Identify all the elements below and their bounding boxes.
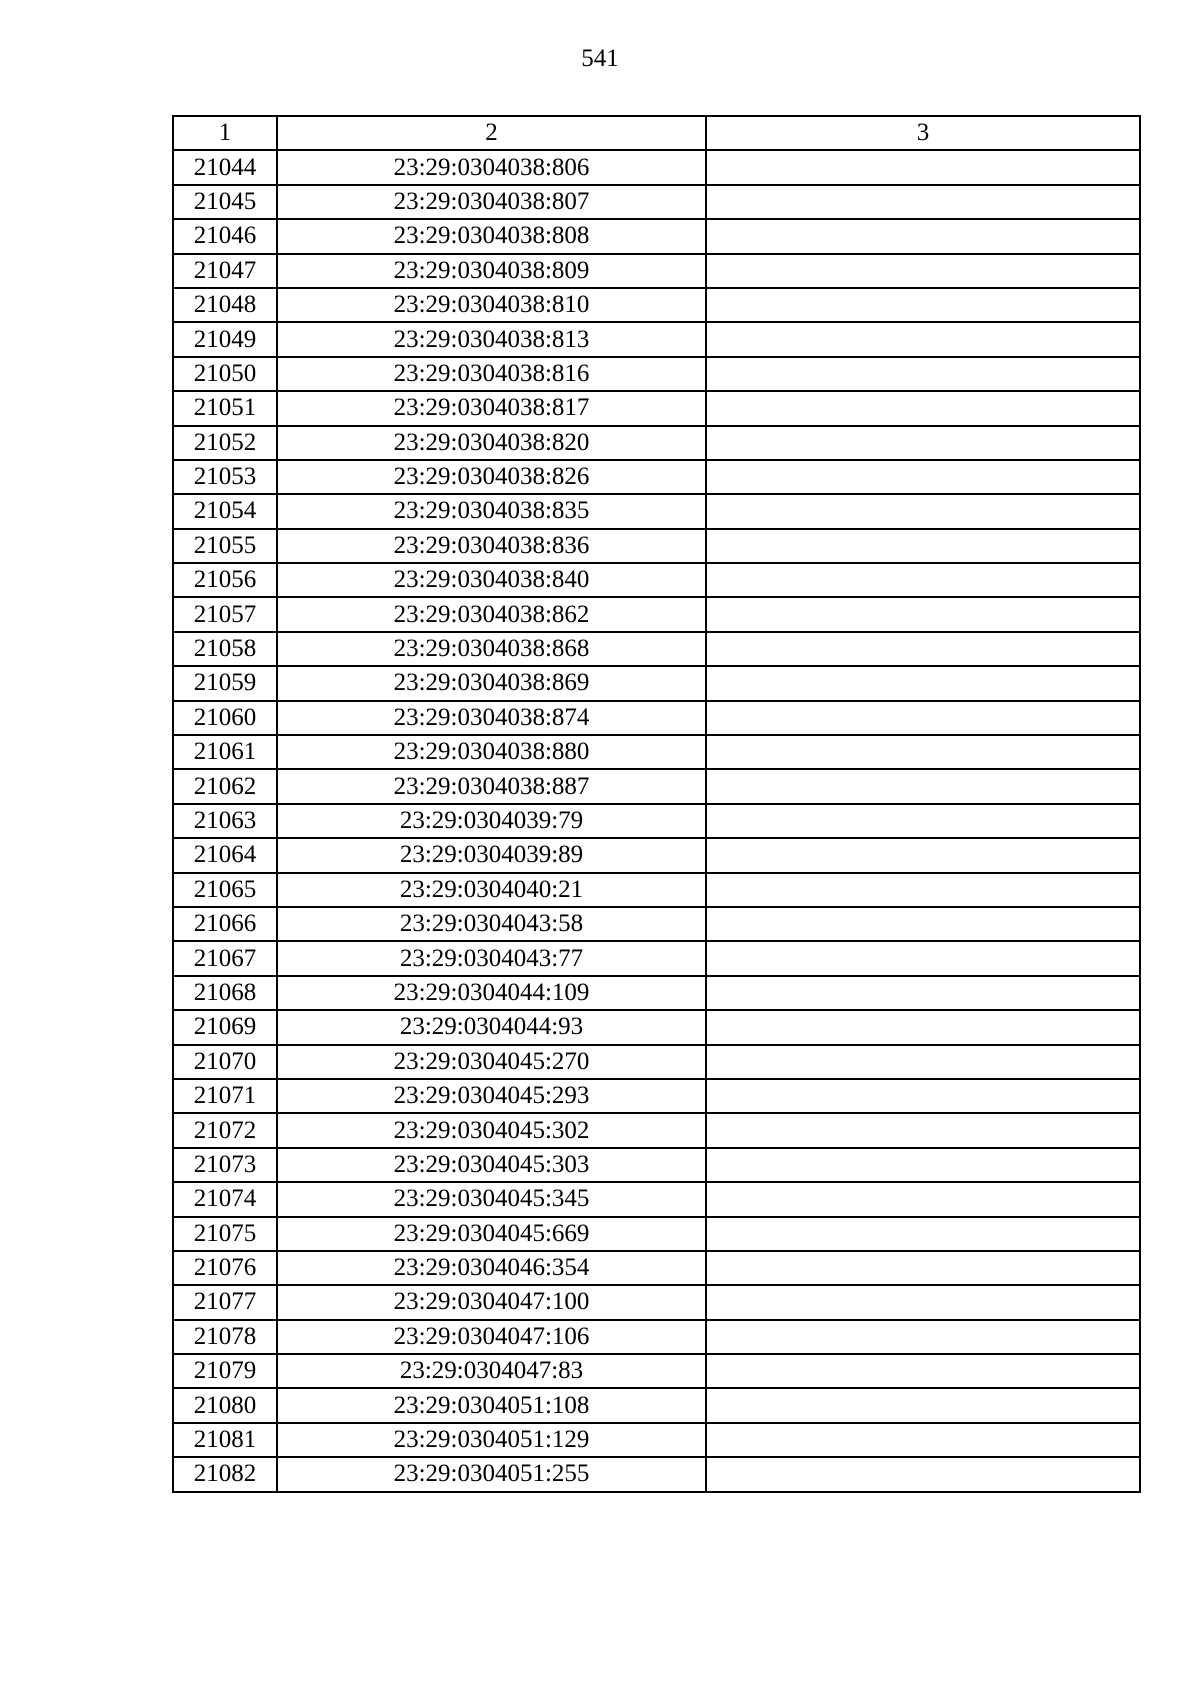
note-cell xyxy=(706,1388,1140,1422)
note-cell xyxy=(706,1010,1140,1044)
note-cell xyxy=(706,735,1140,769)
table-row xyxy=(173,288,1140,322)
cadastral-number-cell: 23:29:0304038:868 xyxy=(277,632,706,666)
table-row xyxy=(173,1423,1140,1457)
note-cell xyxy=(706,460,1140,494)
row-number-cell: 21047 xyxy=(173,254,277,288)
row-number-cell: 21044 xyxy=(173,150,277,184)
cadastral-number-cell: 23:29:0304045:669 xyxy=(277,1217,706,1251)
row-number-cell: 21066 xyxy=(173,907,277,941)
cadastral-number-cell: 23:29:0304038:807 xyxy=(277,185,706,219)
table-row xyxy=(173,873,1140,907)
row-number-cell: 21053 xyxy=(173,460,277,494)
table-row xyxy=(173,1010,1140,1044)
table-row xyxy=(173,219,1140,253)
row-number-cell: 21052 xyxy=(173,426,277,460)
table-row xyxy=(173,1388,1140,1422)
column-header-2: 2 xyxy=(277,116,706,150)
table-row xyxy=(173,426,1140,460)
table-row xyxy=(173,838,1140,872)
note-cell xyxy=(706,666,1140,700)
table-row xyxy=(173,1182,1140,1216)
cadastral-number-cell: 23:29:0304038:813 xyxy=(277,322,706,356)
row-number-cell: 21062 xyxy=(173,769,277,803)
table-row xyxy=(173,150,1140,184)
row-number-cell: 21074 xyxy=(173,1182,277,1216)
row-number-cell: 21048 xyxy=(173,288,277,322)
registry-table xyxy=(172,115,1141,1493)
note-cell xyxy=(706,1217,1140,1251)
cadastral-number-cell: 23:29:0304047:83 xyxy=(277,1354,706,1388)
note-cell xyxy=(706,1148,1140,1182)
cadastral-number-cell: 23:29:0304038:816 xyxy=(277,357,706,391)
note-cell xyxy=(706,254,1140,288)
cadastral-number-cell: 23:29:0304040:21 xyxy=(277,873,706,907)
table-row xyxy=(173,357,1140,391)
cadastral-number-cell: 23:29:0304045:293 xyxy=(277,1079,706,1113)
cadastral-number-cell: 23:29:0304045:270 xyxy=(277,1045,706,1079)
cadastral-number-cell: 23:29:0304038:869 xyxy=(277,666,706,700)
cadastral-number-cell: 23:29:0304051:255 xyxy=(277,1457,706,1491)
cadastral-number-cell: 23:29:0304038:810 xyxy=(277,288,706,322)
row-number-cell: 21049 xyxy=(173,322,277,356)
note-cell xyxy=(706,976,1140,1010)
table-row xyxy=(173,254,1140,288)
cadastral-number-cell: 23:29:0304051:108 xyxy=(277,1388,706,1422)
table-row xyxy=(173,460,1140,494)
row-number-cell: 21064 xyxy=(173,838,277,872)
cadastral-number-cell: 23:29:0304038:806 xyxy=(277,150,706,184)
table-row xyxy=(173,1320,1140,1354)
row-number-cell: 21069 xyxy=(173,1010,277,1044)
row-number-cell: 21060 xyxy=(173,701,277,735)
row-number-cell: 21080 xyxy=(173,1388,277,1422)
note-cell xyxy=(706,322,1140,356)
row-number-cell: 21057 xyxy=(173,597,277,631)
cadastral-number-cell: 23:29:0304039:79 xyxy=(277,804,706,838)
note-cell xyxy=(706,185,1140,219)
row-number-cell: 21068 xyxy=(173,976,277,1010)
cadastral-number-cell: 23:29:0304038:820 xyxy=(277,426,706,460)
row-number-cell: 21071 xyxy=(173,1079,277,1113)
row-number-cell: 21058 xyxy=(173,632,277,666)
note-cell xyxy=(706,907,1140,941)
table-row xyxy=(173,185,1140,219)
row-number-cell: 21082 xyxy=(173,1457,277,1491)
row-number-cell: 21050 xyxy=(173,357,277,391)
cadastral-number-cell: 23:29:0304038:835 xyxy=(277,494,706,528)
row-number-cell: 21077 xyxy=(173,1285,277,1319)
cadastral-number-cell: 23:29:0304038:836 xyxy=(277,529,706,563)
cadastral-number-cell: 23:29:0304046:354 xyxy=(277,1251,706,1285)
table-row xyxy=(173,735,1140,769)
table-header xyxy=(173,116,1140,150)
note-cell xyxy=(706,873,1140,907)
row-number-cell: 21046 xyxy=(173,219,277,253)
note-cell xyxy=(706,769,1140,803)
cadastral-number-cell: 23:29:0304038:826 xyxy=(277,460,706,494)
cadastral-number-cell: 23:29:0304038:817 xyxy=(277,391,706,425)
table-row xyxy=(173,769,1140,803)
row-number-cell: 21059 xyxy=(173,666,277,700)
table-row xyxy=(173,322,1140,356)
table-row xyxy=(173,632,1140,666)
row-number-cell: 21051 xyxy=(173,391,277,425)
cadastral-number-cell: 23:29:0304045:302 xyxy=(277,1113,706,1147)
table-row xyxy=(173,976,1140,1010)
note-cell xyxy=(706,1113,1140,1147)
note-cell xyxy=(706,1320,1140,1354)
note-cell xyxy=(706,701,1140,735)
cadastral-number-cell: 23:29:0304047:100 xyxy=(277,1285,706,1319)
row-number-cell: 21078 xyxy=(173,1320,277,1354)
cadastral-number-cell: 23:29:0304043:77 xyxy=(277,941,706,975)
note-cell xyxy=(706,1423,1140,1457)
table-row xyxy=(173,1354,1140,1388)
row-number-cell: 21056 xyxy=(173,563,277,597)
row-number-cell: 21045 xyxy=(173,185,277,219)
column-header-3: 3 xyxy=(706,116,1140,150)
note-cell xyxy=(706,1354,1140,1388)
note-cell xyxy=(706,150,1140,184)
table-row xyxy=(173,1045,1140,1079)
row-number-cell: 21081 xyxy=(173,1423,277,1457)
note-cell xyxy=(706,1045,1140,1079)
note-cell xyxy=(706,219,1140,253)
table-row xyxy=(173,1251,1140,1285)
table-body xyxy=(173,150,1140,1491)
cadastral-number-cell: 23:29:0304045:345 xyxy=(277,1182,706,1216)
row-number-cell: 21065 xyxy=(173,873,277,907)
row-number-cell: 21055 xyxy=(173,529,277,563)
table-row xyxy=(173,597,1140,631)
row-number-cell: 21070 xyxy=(173,1045,277,1079)
row-number-cell: 21061 xyxy=(173,735,277,769)
row-number-cell: 21067 xyxy=(173,941,277,975)
note-cell xyxy=(706,1285,1140,1319)
table-row xyxy=(173,1285,1140,1319)
row-number-cell: 21076 xyxy=(173,1251,277,1285)
table-row xyxy=(173,1457,1140,1491)
cadastral-number-cell: 23:29:0304047:106 xyxy=(277,1320,706,1354)
table-row xyxy=(173,666,1140,700)
table-row xyxy=(173,391,1140,425)
table-row xyxy=(173,941,1140,975)
note-cell xyxy=(706,1079,1140,1113)
note-cell xyxy=(706,494,1140,528)
note-cell xyxy=(706,563,1140,597)
table-row xyxy=(173,494,1140,528)
header-row xyxy=(173,116,1140,150)
row-number-cell: 21063 xyxy=(173,804,277,838)
table-row xyxy=(173,563,1140,597)
row-number-cell: 21075 xyxy=(173,1217,277,1251)
table-row xyxy=(173,907,1140,941)
note-cell xyxy=(706,597,1140,631)
table-row xyxy=(173,1079,1140,1113)
cadastral-number-cell: 23:29:0304039:89 xyxy=(277,838,706,872)
note-cell xyxy=(706,804,1140,838)
cadastral-number-cell: 23:29:0304038:862 xyxy=(277,597,706,631)
cadastral-number-cell: 23:29:0304038:887 xyxy=(277,769,706,803)
note-cell xyxy=(706,1251,1140,1285)
note-cell xyxy=(706,838,1140,872)
note-cell xyxy=(706,357,1140,391)
cadastral-number-cell: 23:29:0304043:58 xyxy=(277,907,706,941)
cadastral-number-cell: 23:29:0304038:880 xyxy=(277,735,706,769)
note-cell xyxy=(706,1182,1140,1216)
table-row xyxy=(173,1217,1140,1251)
cadastral-number-cell: 23:29:0304044:93 xyxy=(277,1010,706,1044)
row-number-cell: 21079 xyxy=(173,1354,277,1388)
column-header-1: 1 xyxy=(173,116,277,150)
cadastral-number-cell: 23:29:0304038:809 xyxy=(277,254,706,288)
row-number-cell: 21072 xyxy=(173,1113,277,1147)
table-row xyxy=(173,804,1140,838)
cadastral-number-cell: 23:29:0304038:874 xyxy=(277,701,706,735)
table-row xyxy=(173,701,1140,735)
note-cell xyxy=(706,426,1140,460)
cadastral-number-cell: 23:29:0304045:303 xyxy=(277,1148,706,1182)
table-row xyxy=(173,1148,1140,1182)
note-cell xyxy=(706,632,1140,666)
note-cell xyxy=(706,1457,1140,1491)
row-number-cell: 21073 xyxy=(173,1148,277,1182)
cadastral-number-cell: 23:29:0304044:109 xyxy=(277,976,706,1010)
note-cell xyxy=(706,529,1140,563)
table-row xyxy=(173,529,1140,563)
cadastral-number-cell: 23:29:0304038:840 xyxy=(277,563,706,597)
row-number-cell: 21054 xyxy=(173,494,277,528)
note-cell xyxy=(706,941,1140,975)
table-row xyxy=(173,1113,1140,1147)
page-number: 541 xyxy=(581,45,619,72)
cadastral-number-cell: 23:29:0304051:129 xyxy=(277,1423,706,1457)
cadastral-number-cell: 23:29:0304038:808 xyxy=(277,219,706,253)
note-cell xyxy=(706,288,1140,322)
note-cell xyxy=(706,391,1140,425)
